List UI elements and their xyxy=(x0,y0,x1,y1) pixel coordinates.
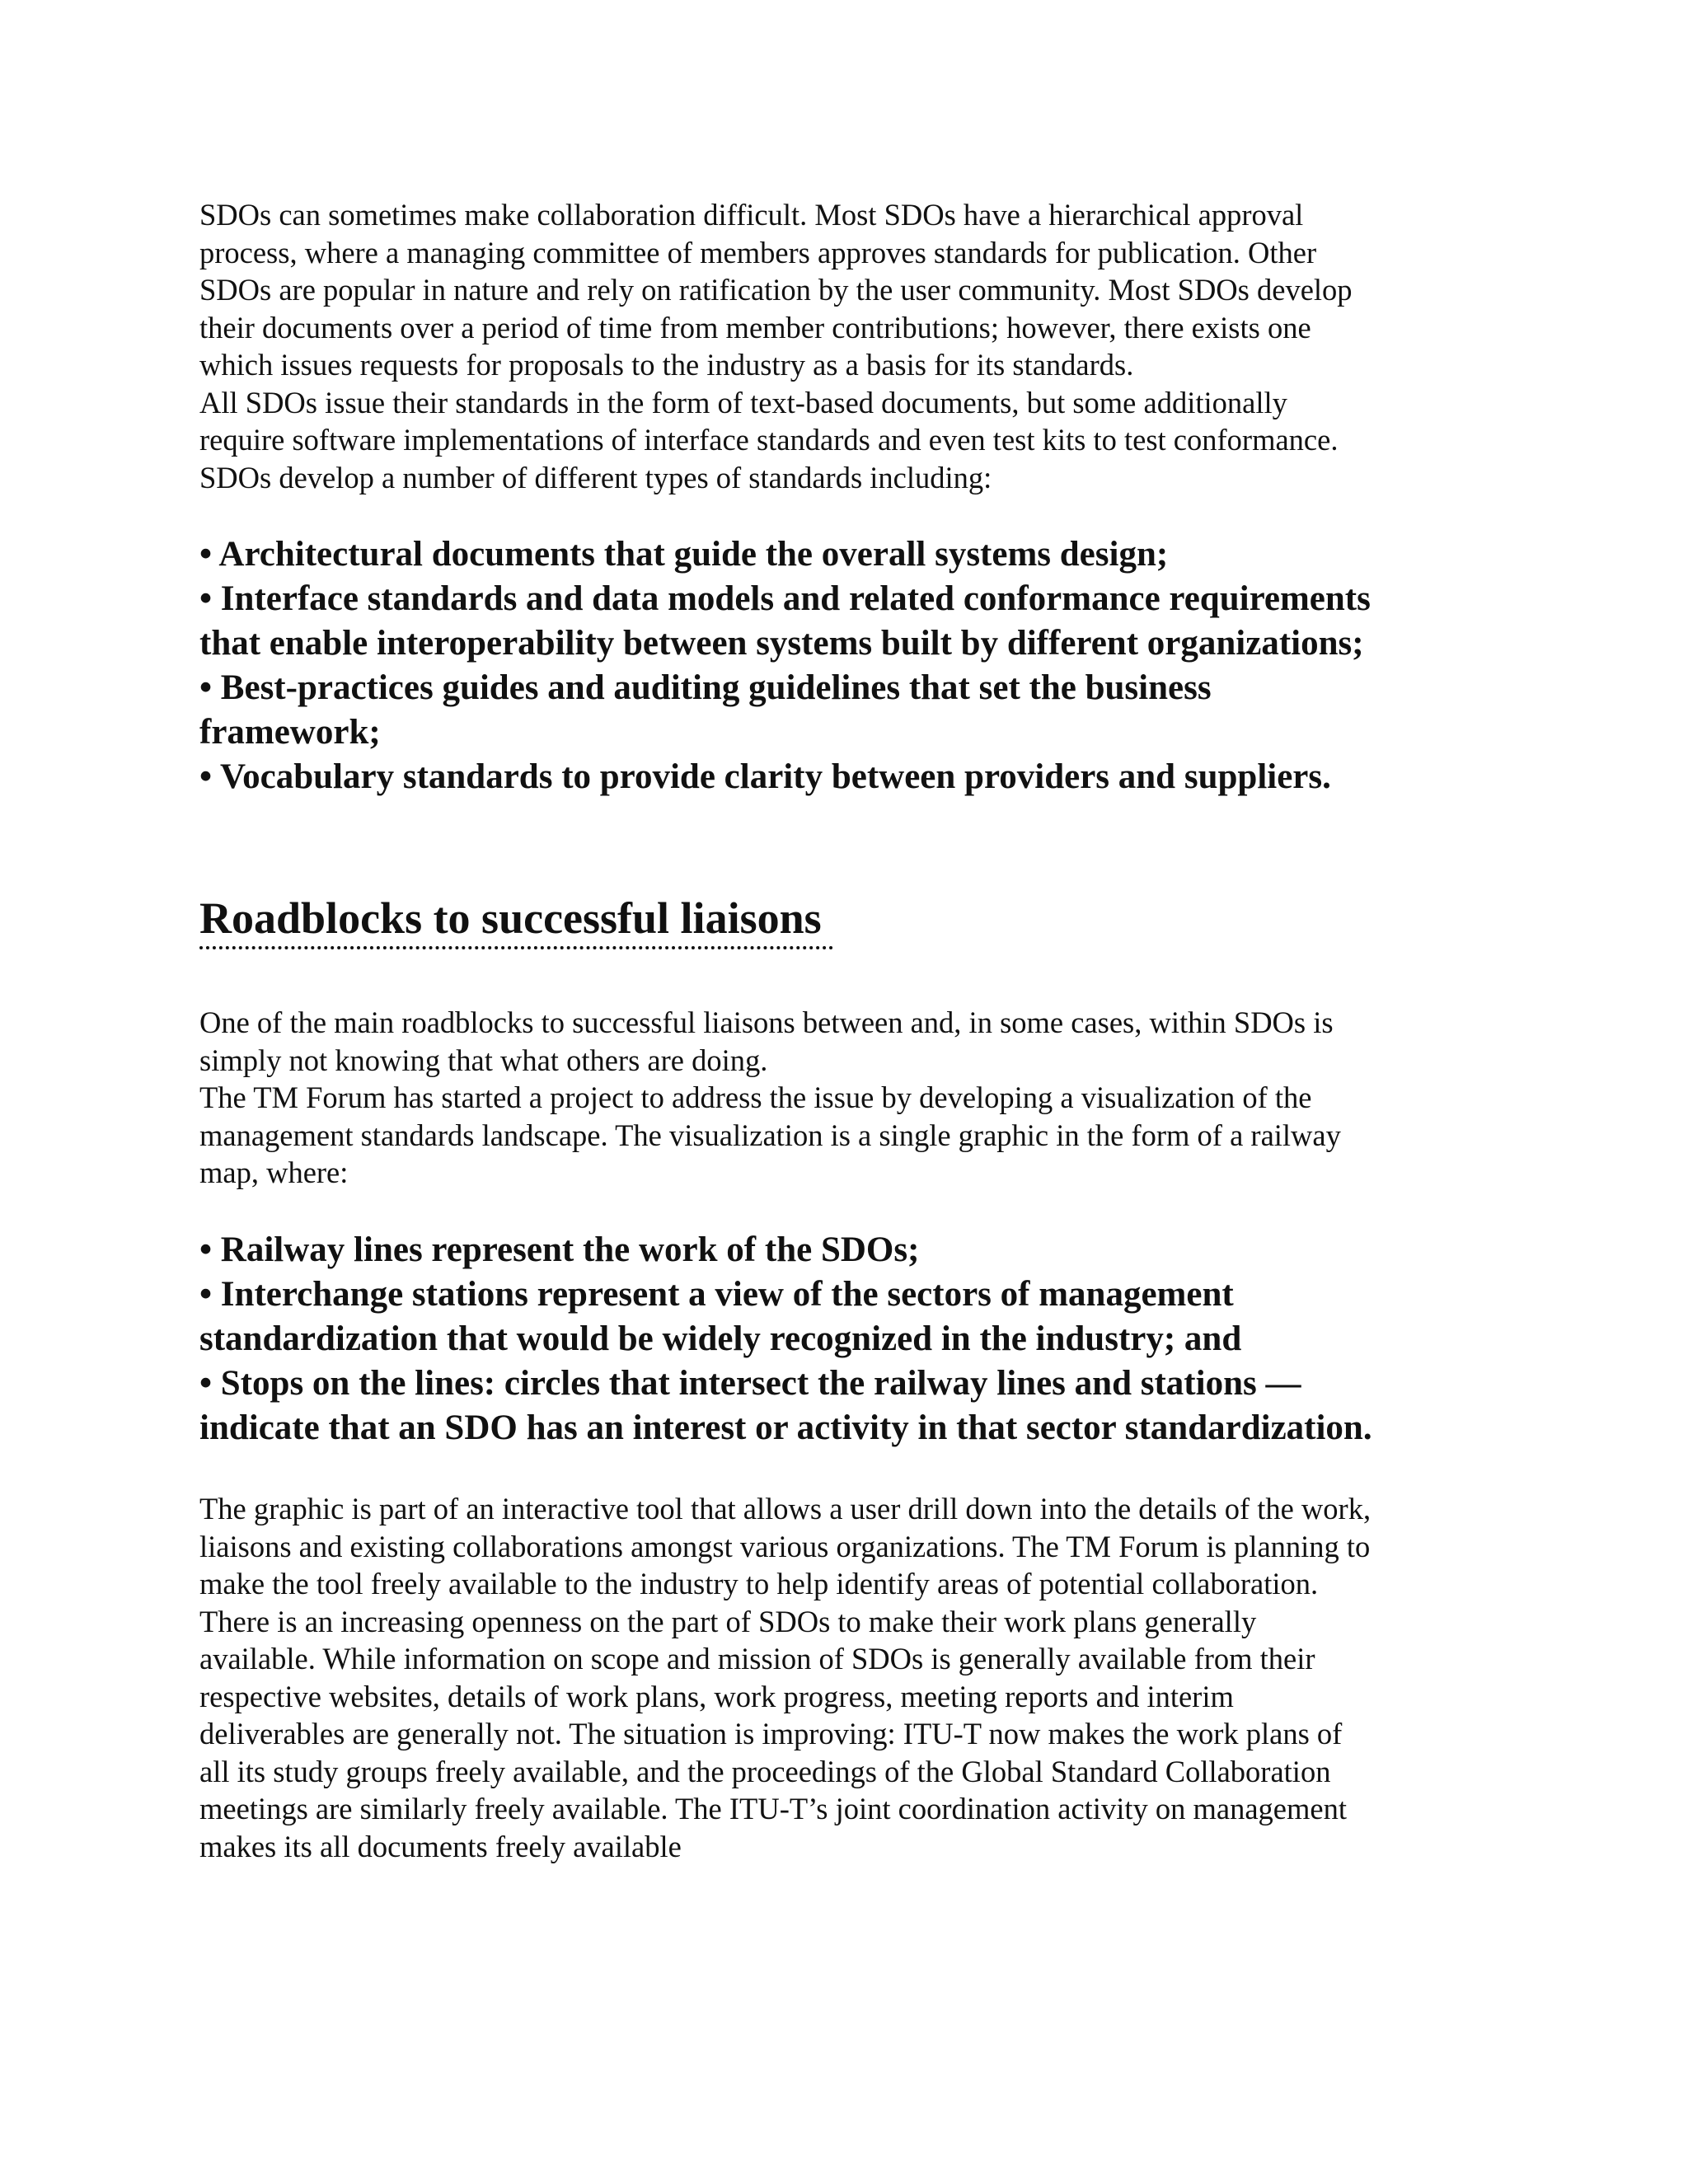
paragraph-line: respective websites, details of work plans, work progress, meeting reports and interim xyxy=(199,1679,1234,1713)
list-item-continuation: standardization that would be widely recognized in the industry; and xyxy=(199,1319,1242,1358)
list-item: • Best-practices guides and auditing guidelines that set the business xyxy=(199,668,1212,707)
paragraph-line: available. While information on scope and mission of SDOs is generally available from their xyxy=(199,1642,1315,1675)
intro-line: require software implementations of interface standards and even test kits to test conformance. xyxy=(199,423,1339,457)
paragraph-line: deliverables are generally not. The situation is improving: ITU-T now makes the work plans of xyxy=(199,1717,1343,1750)
paragraph-line: simply not knowing that what others are doing. xyxy=(199,1043,768,1077)
paragraph-line: make the tool freely available to the industry to help identify areas of potential collaboration. xyxy=(199,1567,1319,1601)
section-heading: Roadblocks to successful liaisons xyxy=(199,892,833,949)
paragraph-line: One of the main roadblocks to successful liaisons between and, in some cases, within SDOs is xyxy=(199,1005,1334,1039)
list-item: • Vocabulary standards to provide clarity between providers and suppliers. xyxy=(199,757,1331,796)
paragraph-line: There is an increasing openness on the part of SDOs to make their work plans generally xyxy=(199,1604,1257,1638)
intro-line: SDOs are popular in nature and rely on ratification by the user community. Most SDOs develop xyxy=(199,273,1353,307)
roadblocks-paragraph xyxy=(199,1004,1485,1192)
intro-line: SDOs develop a number of different types of standards including: xyxy=(199,460,992,494)
intro-line: their documents over a period of time from member contributions; however, there exists one xyxy=(199,310,1311,344)
paragraph-line: makes its all documents freely available xyxy=(199,1829,682,1863)
paragraph-line: management standards landscape. The visualization is a single graphic in the form of a railway xyxy=(199,1118,1341,1152)
list-item-continuation: indicate that an SDO has an interest or activity in that sector standardization. xyxy=(199,1408,1372,1447)
intro-line: All SDOs issue their standards in the form of text-based documents, but some additionally xyxy=(199,385,1287,419)
list-item: • Architectural documents that guide the overall systems design; xyxy=(199,535,1169,574)
intro-line: SDOs can sometimes make collaboration difficult. Most SDOs have a hierarchical approval xyxy=(199,198,1304,232)
railway-map-list xyxy=(199,1228,1518,1451)
list-item-continuation: that enable interoperability between systems built by different organizations; xyxy=(199,624,1364,663)
closing-paragraph xyxy=(199,1490,1485,1865)
intro-paragraph xyxy=(199,196,1485,496)
intro-line: process, where a managing committee of members approves standards for publication. Other xyxy=(199,235,1317,269)
list-item: • Interchange stations represent a view of the sectors of management xyxy=(199,1275,1234,1314)
paragraph-line: The TM Forum has started a project to address the issue by developing a visualization of the xyxy=(199,1080,1312,1114)
list-item: • Railway lines represent the work of the SDOs; xyxy=(199,1230,920,1269)
list-item: • Stops on the lines: circles that intersect the railway lines and stations — xyxy=(199,1364,1301,1403)
paragraph-line: meetings are similarly freely available. The ITU-T’s joint coordination activity on management xyxy=(199,1792,1347,1825)
paragraph-line: liaisons and existing collaborations amongst various organizations. The TM Forum is planning to xyxy=(199,1529,1371,1563)
paragraph-line: all its study groups freely available, and the proceedings of the Global Standard Collaboration xyxy=(199,1754,1331,1788)
paragraph-line: The graphic is part of an interactive tool that allows a user drill down into the details of the work, xyxy=(199,1492,1372,1526)
standards-types-list xyxy=(199,532,1518,799)
paragraph-line: map, where: xyxy=(199,1155,349,1189)
list-item: • Interface standards and data models and related conformance requirements xyxy=(199,579,1371,618)
list-item-continuation: framework; xyxy=(199,713,381,752)
intro-line: which issues requests for proposals to the industry as a basis for its standards. xyxy=(199,348,1134,382)
